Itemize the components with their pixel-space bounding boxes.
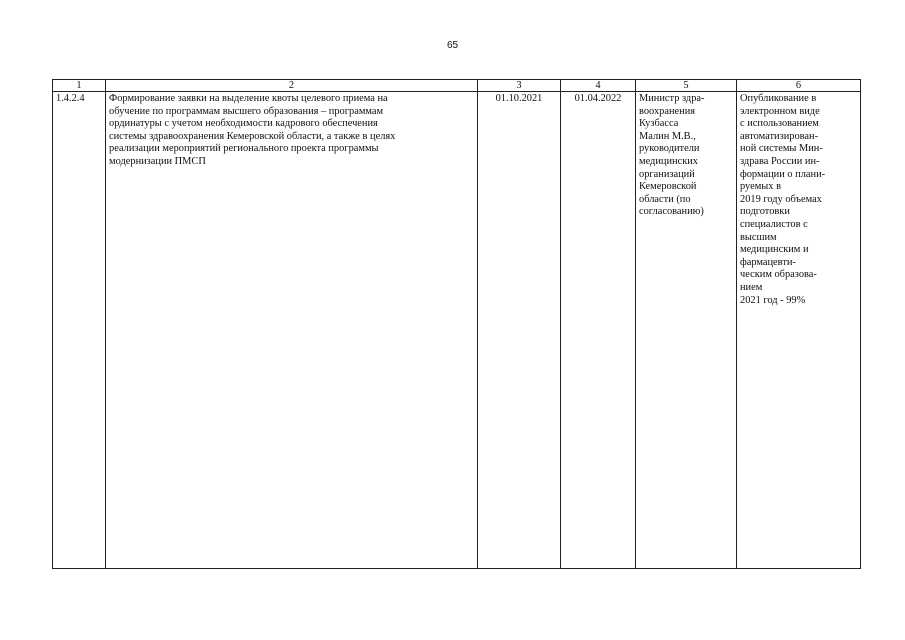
column-header-1: 1 bbox=[53, 80, 106, 92]
text-line: обучение по программам высшего образования – программам bbox=[109, 105, 384, 117]
column-header-3: 3 bbox=[478, 80, 561, 92]
text-line: модернизации ПМСП bbox=[109, 155, 206, 167]
text-line: Министр здра- bbox=[639, 93, 705, 104]
text-line: медицинским и bbox=[740, 244, 809, 256]
column-header-6: 6 bbox=[737, 80, 861, 92]
text-line: организаций bbox=[639, 168, 695, 180]
item-number-cell: 1.4.2.4 bbox=[53, 92, 106, 569]
text-line: воохранения bbox=[639, 105, 696, 117]
column-header-5: 5 bbox=[636, 80, 737, 92]
text-line: формации о плани- bbox=[740, 168, 826, 180]
text-line: подготовки bbox=[740, 206, 790, 218]
text-line: Кузбасса bbox=[639, 118, 679, 130]
text-line: ной системы Мин- bbox=[740, 143, 823, 155]
start-date-cell: 01.10.2021 bbox=[478, 92, 561, 569]
text-line: руководители bbox=[639, 143, 700, 155]
responsible-cell bbox=[636, 92, 737, 569]
text-line: ческим образова- bbox=[740, 269, 817, 281]
text-line: Формирование заявки на выделение квоты целевого приема на bbox=[109, 93, 388, 104]
text-line: высшим bbox=[740, 231, 777, 243]
responsible-persons bbox=[639, 93, 733, 219]
text-line: системы здравоохранения Кемеровской области, а также в целях bbox=[109, 130, 396, 142]
text-line: Кемеровской bbox=[639, 181, 697, 193]
result-cell bbox=[737, 92, 861, 569]
text-line: нием bbox=[740, 281, 763, 293]
text-line: 2021 год - 99% bbox=[740, 294, 806, 306]
text-line: фармацевти- bbox=[740, 256, 796, 268]
text-line: здрава России ин- bbox=[740, 155, 820, 167]
text-line: Малин М.В., bbox=[639, 130, 696, 142]
text-line: медицинских bbox=[639, 155, 698, 167]
plan-table bbox=[52, 79, 861, 569]
header-row bbox=[53, 80, 861, 92]
column-header-4: 4 bbox=[561, 80, 636, 92]
page-number: 65 bbox=[446, 40, 459, 51]
table-row bbox=[53, 92, 861, 569]
column-header-2: 2 bbox=[106, 80, 478, 92]
text-line: руемых в bbox=[740, 181, 781, 193]
text-line: с использованием bbox=[740, 118, 819, 130]
text-line: специалистов с bbox=[740, 218, 808, 230]
text-line: области (по bbox=[639, 193, 691, 205]
text-line: Опубликование в bbox=[740, 93, 817, 104]
text-line: автоматизирован- bbox=[740, 130, 819, 142]
end-date-cell: 01.04.2022 bbox=[561, 92, 636, 569]
measure-description-cell bbox=[106, 92, 478, 569]
expected-result bbox=[740, 93, 857, 307]
text-line: электронном виде bbox=[740, 105, 820, 117]
measure-description bbox=[109, 93, 474, 169]
text-line: ординатуры с учетом необходимости кадрового обеспечения bbox=[109, 118, 378, 130]
text-line: реализации мероприятий регионального проекта программы bbox=[109, 143, 379, 155]
text-line: согласованию) bbox=[639, 206, 704, 218]
text-line: 2019 году объемах bbox=[740, 193, 822, 205]
